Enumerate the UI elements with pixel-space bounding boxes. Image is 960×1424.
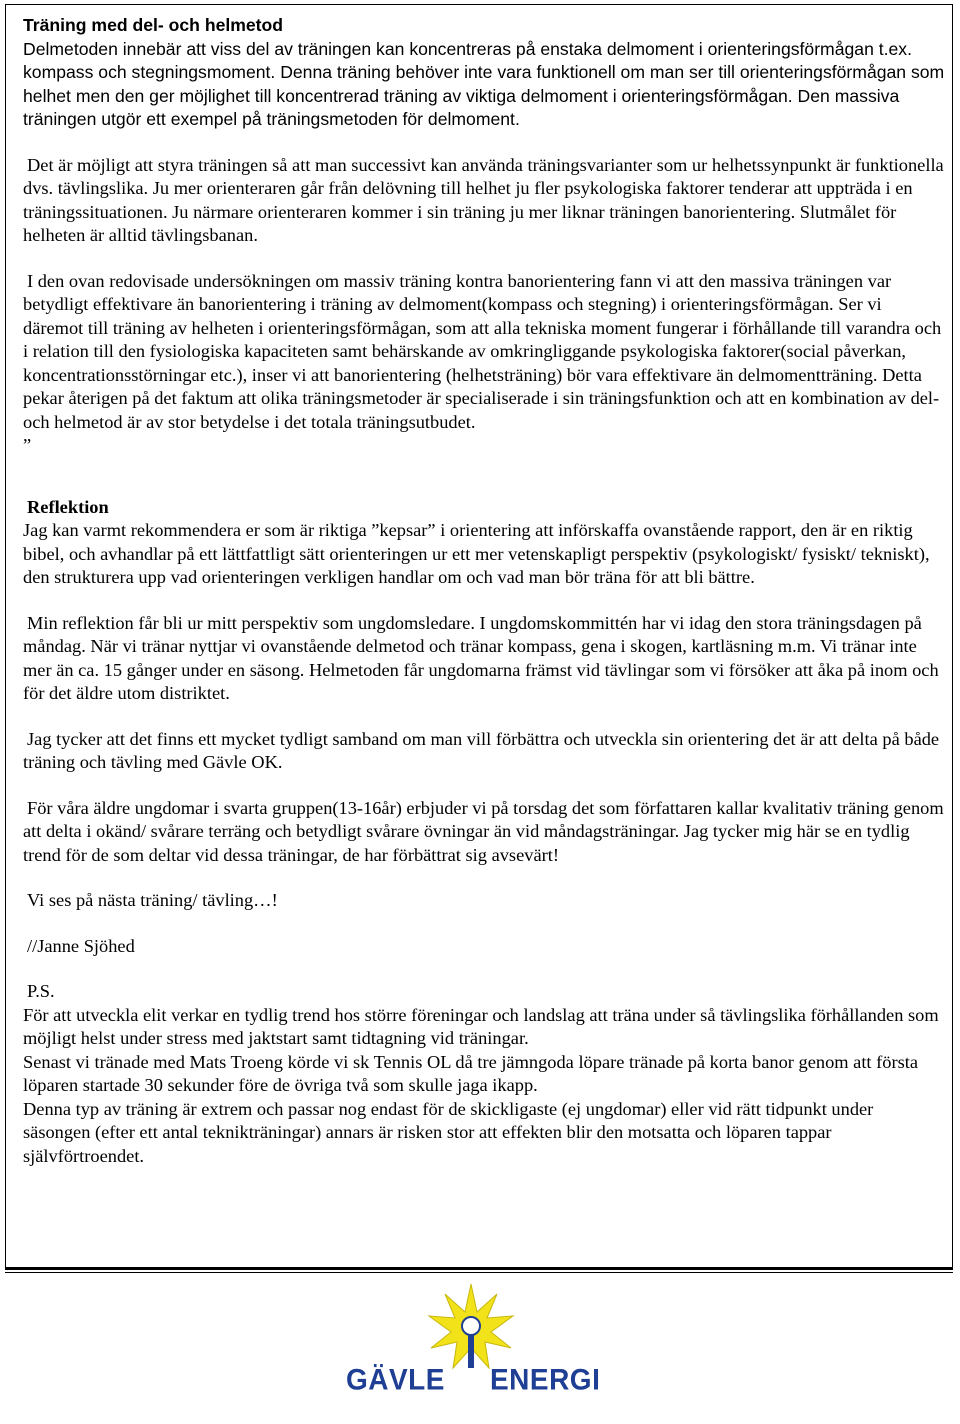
signature: //Janne Sjöhed bbox=[27, 935, 135, 956]
gavle-energi-logo bbox=[340, 1280, 602, 1400]
paragraph-ps-tennis-ol: Senast vi tränade med Mats Troeng körde vi sk Tennis OL då tre jämngoda löpare tränade på korta banor genom att första löparen startade 30 sekunder före de övriga två som skulle jaga ikapp. bbox=[23, 1051, 919, 1095]
ps-label: P.S. bbox=[27, 981, 55, 1001]
paragraph-samband: Jag tycker att det finns ett mycket tydligt samband om man vill förbättra och utveckla sin orientering det är att delta på både träning och tävling med Gävle OK. bbox=[23, 728, 940, 772]
paragraph-delmetoden: Delmetoden innebär att viss del av träningen kan koncentreras på enstaka delmoment i orienteringsförmågan t.ex. kompass och stegningsmoment. Denna träning behöver inte vara funktionell om man ser till orienteringsförmågan som helhet men den ger möjlighet till koncentrerad träning av viktiga delmoment i orienteringsförmågan. Den massiva träningen utgör ett exempel på träningsmetoden för delmoment. bbox=[23, 38, 945, 129]
paragraph-styra-traningen: Det är möjligt att styra träningen så att man successivt kan använda träningsvarianter som ur helhetssynpunkt är funktionella dvs. tävlingslika. Ju mer orienteraren går från delövning till helhet ju fler psykologiska faktorer tenderar att uppträda i en träningssituationen. Ju närmare orienteraren kommer i sin träning ju mer liknar träningen banorientering. Slutmålet för helheten är alltid tävlingsbanan. bbox=[23, 154, 944, 245]
footer-rule-thick bbox=[5, 1268, 953, 1270]
paragraph-undersokningen: I den ovan redovisade undersökningen om massiv träning kontra banorientering fann vi att den massiva träningen var betydligt effektivare än banorientering i träning av delmoment(kompass och stegning) i orienteringsförmågan. Ser vi däremot till träning av helheten i orienteringsförmågan, som att alla tekniska moment fungerar i förhållande till varandra och i relation till den fysiologiska kapaciteten samt behärskande av omkringliggande psykologiska faktorer(social påverkan, koncentrationsstörningar etc.), inser vi att banorientering (helhetsträning) bör vara effektivare än delmomentträning. Detta pekar återigen på det faktum att olika träningsmetoder är specialiserade i sin träningsfunktion och att en kombination av del- och helmetod är av stor betydelse i det totala träningsutbudet. bbox=[23, 270, 942, 432]
paragraph-ps-elit: För att utveckla elit verkar en tydlig trend hos större föreningar och landslag att träna under så tävlingslika förhållanden som möjligt helst under stress med jaktstart samt tidtagning vid träningar. bbox=[23, 1004, 939, 1048]
paragraph-aldre-ungdomar: För våra äldre ungdomar i svarta gruppen(13-16år) erbjuder vi på torsdag det som författaren kallar kvalitativ träning genom att delta i okänd/ svårare terräng och betydligt svårare övningar än vid måndagsträningar. Jag tycker mig här se en tydlig trend för de som deltar vid dessa träningar, de har förbättrat sig avsevärt! bbox=[23, 797, 944, 865]
logo-word-energi: ENERGI bbox=[490, 1363, 601, 1396]
greeting-line: Vi ses på nästa träning/ tävling…! bbox=[27, 890, 278, 910]
paragraph-ps-extrem: Denna typ av träning är extrem och passar nog endast för de skickligaste (ej ungdomar) eller vid rätt tidpunkt under säsongen (efter ett antal teknikträningar) annars är risken stor att effekten blir den motsatta och löparen tappar självförtroendet. bbox=[23, 1098, 874, 1166]
footer-rule-thin bbox=[5, 1272, 953, 1273]
logo-word-gavle: GÄVLE bbox=[346, 1363, 445, 1396]
paragraph-rekommendation: Jag kan varmt rekommendera er som är riktiga ”kepsar” i orientering att införskaffa ovanstående rapport, den är en riktig bibel, och avhandlar på ett lättfattligt sätt orienteringen ur ett mer vetenskapligt perspektiv (psykologiskt/ fysiskt/ tekniskt), den strukturera upp vad orienteringen verkligen handlar om och vad man bör träna för att bli bättre. bbox=[23, 520, 930, 587]
section-heading-reflektion: Reflektion bbox=[27, 496, 109, 517]
paragraph-min-reflektion: Min reflektion får bli ur mitt perspektiv som ungdomsledare. I ungdomskommittén har vi idag den stora träningsdagen på måndag. När vi tränar nyttjar vi ovanstående delmetod och tränar kompass, gena i skogen, kartläsning m.m. Vi tränar inte mer än ca. 15 gånger under en säsong. Helmetoden får ungdomarna främst vid tävlingar som vi försöker att åka på inom och för det äldre utom distriktet. bbox=[23, 612, 939, 703]
closing-quote-mark: ” bbox=[23, 435, 32, 455]
document-body bbox=[23, 14, 945, 1168]
section-heading-del-och-helmetod: Träning med del- och helmetod bbox=[23, 15, 284, 35]
